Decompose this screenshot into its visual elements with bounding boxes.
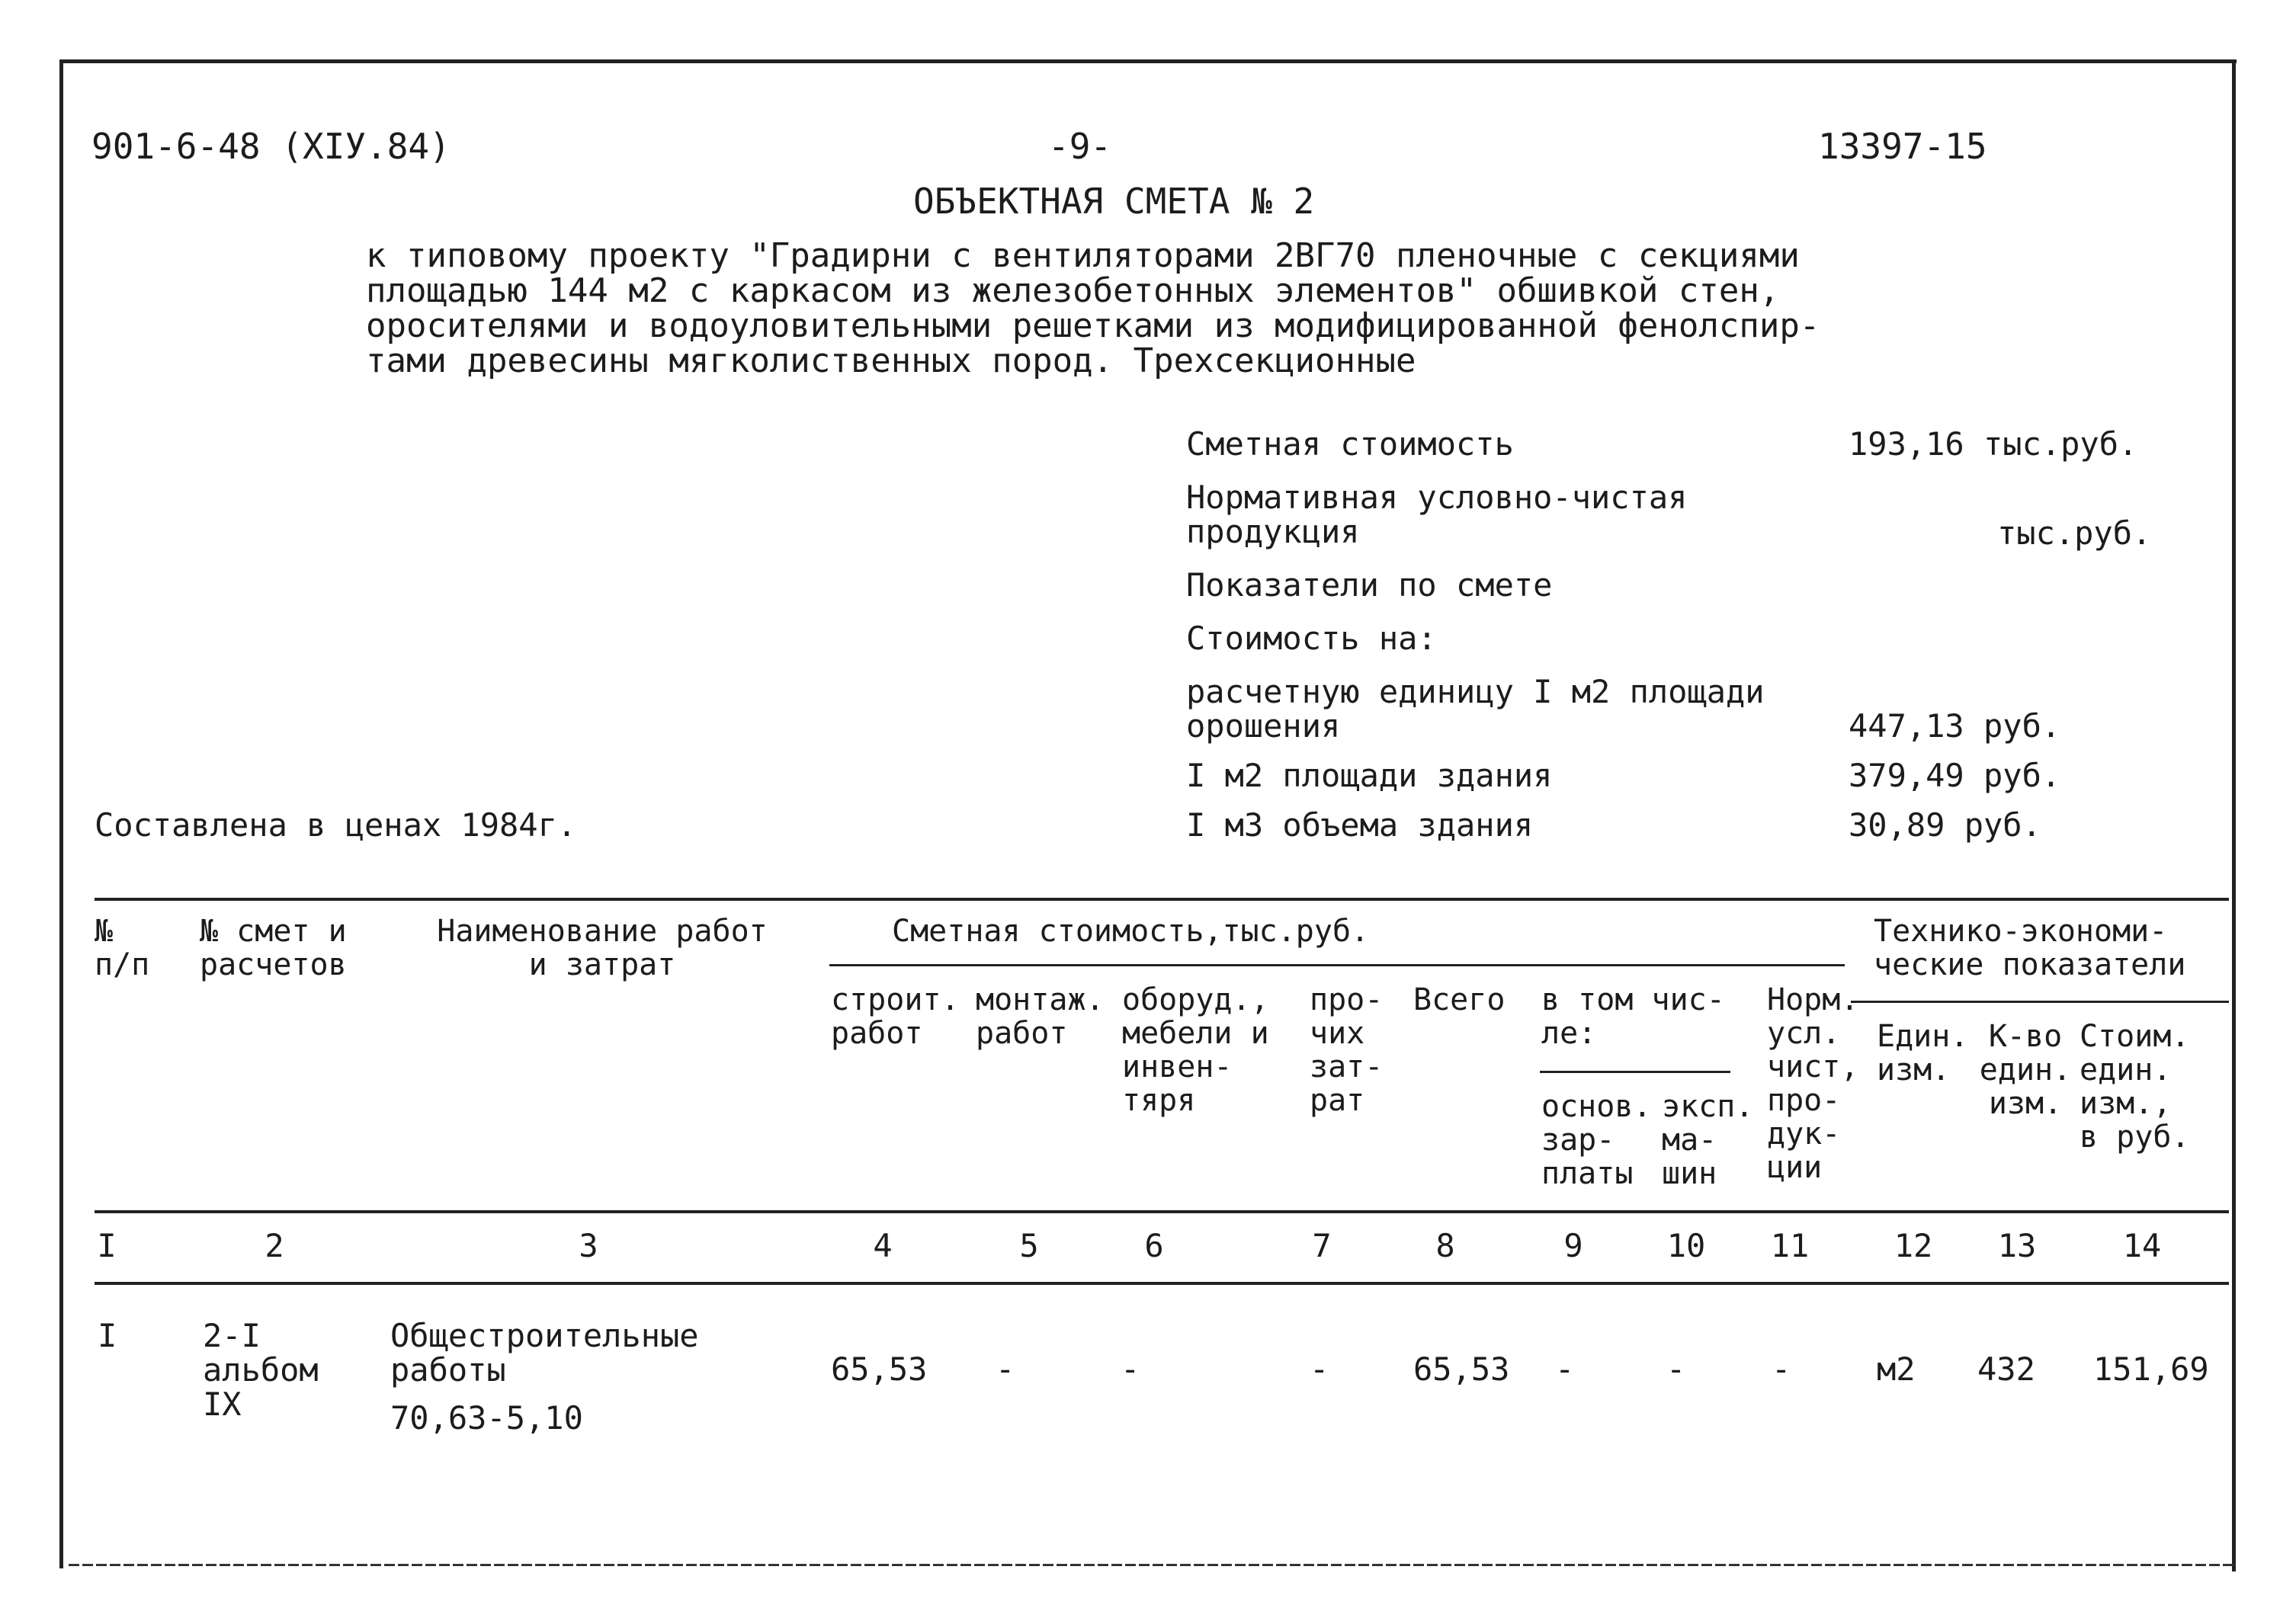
th-wages — [1541, 1090, 1652, 1190]
col-number: 14 — [2122, 1227, 2162, 1264]
col-number: 5 — [1019, 1227, 1039, 1264]
th-norm-prod — [1767, 983, 1858, 1184]
th-text: эксп. — [1662, 1089, 1754, 1124]
page-number: -9- — [1048, 126, 1112, 167]
th-text: Технико-экономи- — [1874, 914, 2168, 949]
th-text: монтаж. — [976, 982, 1105, 1017]
area-label: I м2 площади здания — [1186, 757, 1553, 794]
volume-value: 30,89 руб. — [1849, 806, 2041, 844]
th-text: рат — [1310, 1083, 1365, 1118]
col-number: 10 — [1666, 1227, 1706, 1264]
description-line: тами древесины мягколиственных пород. Трехсекционные — [366, 341, 1416, 380]
th-unit-cost — [2080, 1020, 2190, 1154]
col-numbers-rule — [95, 1282, 2229, 1285]
th-text: чист, — [1767, 1049, 1859, 1084]
col-number: 13 — [1997, 1227, 2037, 1264]
th-text: работ — [976, 1016, 1068, 1051]
norm-label-line: продукция — [1186, 513, 1360, 550]
cell-text: работы — [390, 1351, 506, 1389]
th-text: чих — [1310, 1016, 1365, 1051]
th-text: мебели и — [1122, 1016, 1269, 1051]
norm-label-line: Нормативная условно-чистая — [1186, 479, 1688, 516]
th-text: № — [95, 914, 114, 949]
col-number: I — [97, 1227, 117, 1264]
col-number: 3 — [579, 1227, 598, 1264]
th-text: в руб. — [2080, 1120, 2190, 1155]
volume-label: I м3 объема здания — [1186, 806, 1534, 844]
th-text: усл. — [1767, 1016, 1841, 1051]
cell-text: 2-I — [203, 1317, 261, 1354]
description-line: к типовому проекту "Градирни с вентиляторами 2ВГ70 пленочные с секциями — [366, 236, 1800, 275]
th-tech-group — [1874, 915, 2185, 982]
th-including — [1541, 983, 1725, 1050]
sheet-code: 13397-15 — [1818, 126, 1987, 167]
th-text: един. — [1979, 1052, 2072, 1088]
norm-label — [1186, 480, 1687, 549]
th-text: расчетов — [200, 947, 347, 982]
th-name — [404, 915, 800, 982]
th-text: работ — [831, 1016, 923, 1051]
th-total: Всего — [1413, 982, 1506, 1017]
tech-group-rule — [1851, 1001, 2229, 1003]
cost-group-rule — [829, 964, 1845, 966]
th-text: шин — [1662, 1156, 1717, 1191]
th-text: зат- — [1310, 1049, 1384, 1084]
th-text: ма- — [1662, 1123, 1717, 1158]
th-text: Наименование работ — [437, 914, 768, 949]
th-text: ции — [1767, 1150, 1823, 1185]
th-unit — [1877, 1020, 1968, 1087]
unit-label — [1186, 674, 1765, 743]
th-num — [95, 915, 149, 982]
cell-text: альбом — [203, 1351, 319, 1389]
th-text: п/п — [95, 947, 150, 982]
description-line: площадью 144 м2 с каркасом из железобетонных элементов" обшивкой стен, — [366, 271, 1780, 310]
col-number: 2 — [265, 1227, 284, 1264]
th-estimate — [200, 915, 347, 982]
th-text: в том чис- — [1541, 982, 1725, 1017]
th-text: ческие показатели — [1874, 947, 2186, 982]
th-qty — [1976, 1020, 2075, 1120]
th-text: един. — [2080, 1052, 2172, 1088]
doc-code: 901-6-48 (XIУ.84) — [91, 126, 451, 167]
frame-bottom-border — [69, 1564, 2237, 1566]
th-text: Норм. — [1767, 982, 1859, 1017]
th-text: изм. — [1988, 1086, 2063, 1121]
cost-label: Сметная стоимость — [1186, 425, 1514, 463]
cell-text: 70,63-5,10 — [390, 1399, 583, 1437]
th-equipment — [1122, 983, 1269, 1117]
frame-right-border — [2232, 62, 2236, 1571]
cell-wages: - — [1555, 1350, 1575, 1388]
cell-estimate — [203, 1318, 319, 1421]
th-machines — [1662, 1090, 1753, 1190]
area-value: 379,49 руб. — [1849, 757, 2061, 794]
prices-note: Составлена в ценах 1984г. — [95, 806, 577, 844]
th-text: изм., — [2080, 1086, 2172, 1121]
cell-installation: - — [996, 1350, 1015, 1388]
th-text: зар- — [1541, 1123, 1615, 1158]
th-text: оборуд., — [1122, 982, 1269, 1017]
cost-per-label: Стоимость на: — [1186, 620, 1437, 657]
cell-norm-prod: - — [1772, 1350, 1791, 1388]
cell-name — [390, 1318, 699, 1435]
col-number: 4 — [873, 1227, 893, 1264]
description — [366, 236, 1820, 380]
th-text: про- — [1767, 1083, 1841, 1118]
th-text: К-во — [1988, 1019, 2063, 1054]
col-number: 9 — [1563, 1227, 1583, 1264]
th-construction — [831, 983, 960, 1050]
cost-value: 193,16 тыс.руб. — [1849, 425, 2138, 463]
th-text: инвен- — [1122, 1049, 1233, 1084]
col-number: 12 — [1894, 1227, 1933, 1264]
estimate-title: ОБЪЕКТНАЯ СМЕТА № 2 — [913, 181, 1315, 222]
th-text: и затрат — [528, 947, 676, 982]
cell-qty: 432 — [1977, 1350, 2035, 1388]
th-text: основ. — [1541, 1089, 1652, 1124]
cell-unit: м2 — [1877, 1350, 1916, 1388]
unit-label-line: орошения — [1186, 707, 1341, 745]
cell-num: I — [98, 1317, 117, 1354]
th-cost-group: Сметная стоимость,тыс.руб. — [892, 914, 1370, 949]
col-number: 6 — [1144, 1227, 1164, 1264]
col-number: 7 — [1312, 1227, 1332, 1264]
th-text: Един. — [1877, 1019, 1969, 1054]
cell-text: IX — [203, 1386, 242, 1423]
cell-construction: 65,53 — [831, 1350, 928, 1388]
cell-unit-cost: 151,69 — [2093, 1350, 2209, 1388]
unit-value: 447,13 руб. — [1849, 707, 2061, 745]
col-number: 11 — [1770, 1227, 1810, 1264]
header-bottom-rule — [95, 1210, 2229, 1213]
th-text: дук- — [1767, 1116, 1841, 1152]
th-text: изм. — [1877, 1052, 1951, 1088]
th-text: Стоим. — [2080, 1019, 2190, 1054]
including-rule — [1540, 1071, 1730, 1073]
unit-label-line: расчетную единицу I м2 площади — [1186, 673, 1765, 710]
th-text: строит. — [831, 982, 960, 1017]
th-text: ле: — [1541, 1016, 1597, 1051]
th-text: № смет и — [200, 914, 347, 949]
cell-total: 65,53 — [1413, 1350, 1510, 1388]
col-number: 8 — [1435, 1227, 1455, 1264]
indicators-label: Показатели по смете — [1186, 566, 1553, 604]
cell-machines: - — [1666, 1350, 1686, 1388]
description-line: оросителями и водоуловительными решетками из модифицированной фенолспир- — [366, 306, 1820, 345]
frame-left-border — [59, 59, 63, 1568]
cell-other: - — [1310, 1350, 1329, 1388]
table-top-rule — [95, 898, 2229, 901]
th-text: платы — [1541, 1156, 1634, 1191]
th-text: про- — [1310, 982, 1384, 1017]
th-text: тяря — [1122, 1083, 1196, 1118]
norm-value: тыс.руб. — [1997, 514, 2152, 552]
cell-equipment: - — [1121, 1350, 1140, 1388]
th-installation — [976, 983, 1105, 1050]
th-other — [1310, 983, 1383, 1117]
frame-top-border — [59, 59, 2237, 63]
cell-text: Общестроительные — [390, 1317, 699, 1354]
